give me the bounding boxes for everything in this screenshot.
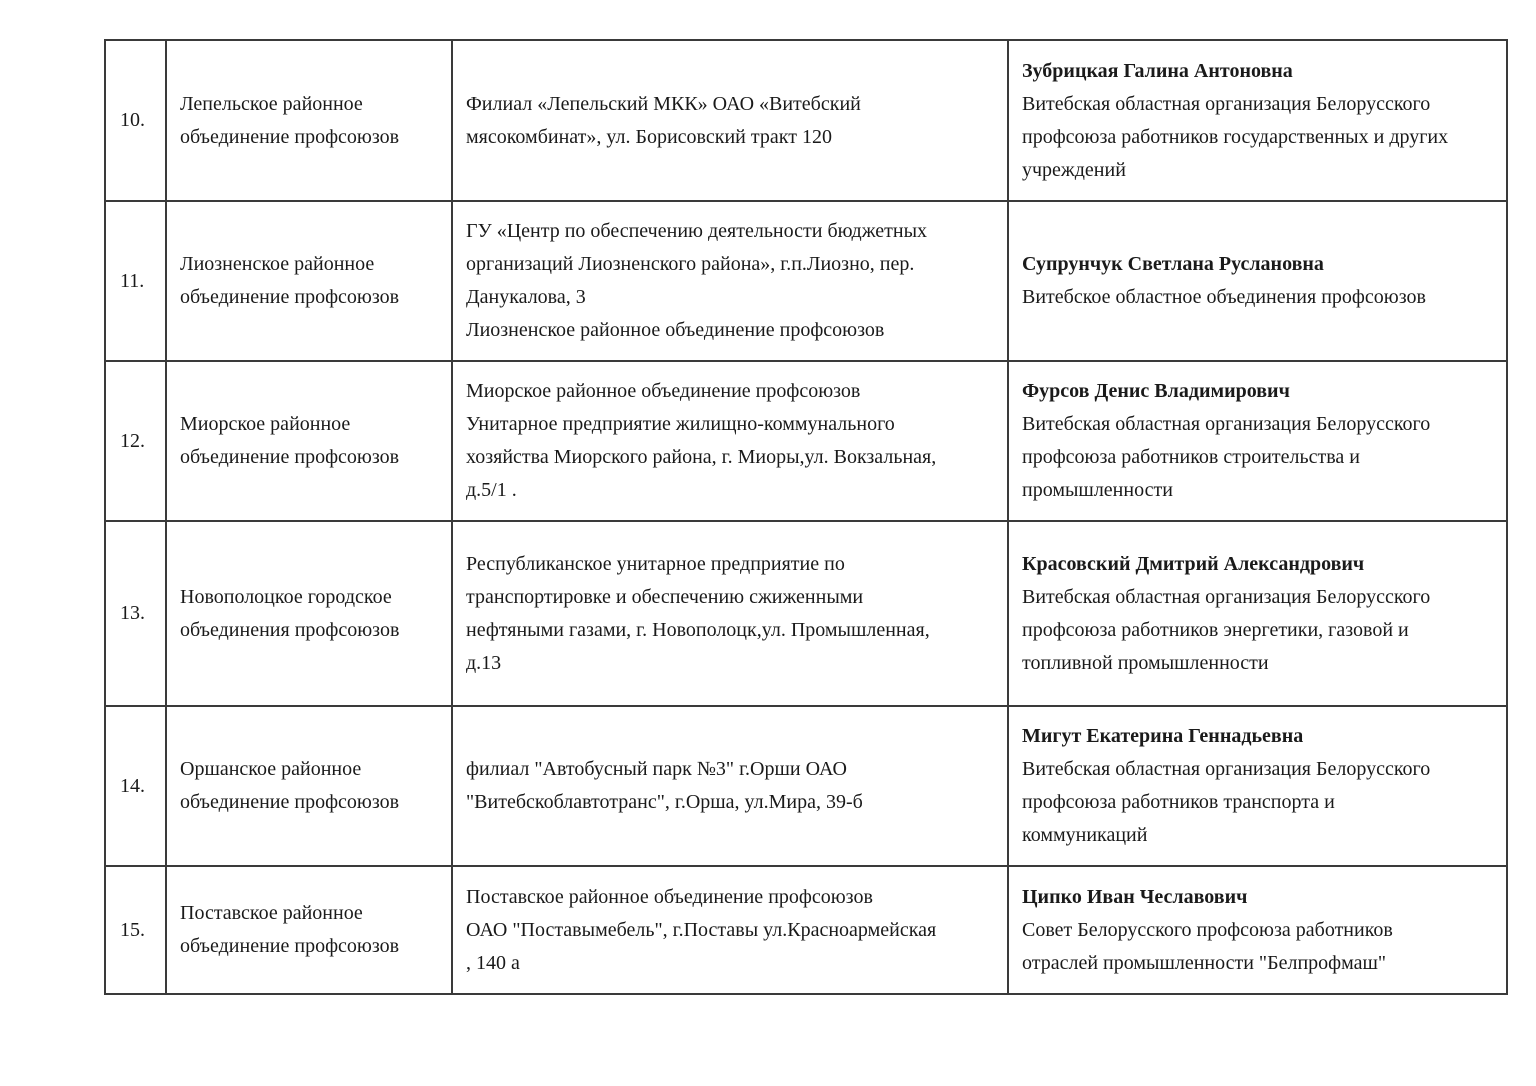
row-number-cell — [105, 361, 166, 521]
address-line: филиал "Автобусный парк №3" г.Орши ОАО — [466, 758, 847, 780]
union-name-line: объединение профсоюзов — [180, 935, 400, 957]
address-line: Филиал «Лепельский МКК» ОАО «Витебский — [466, 92, 861, 115]
responsible-organization-line: Совет Белорусского профсоюза работников — [1022, 918, 1393, 941]
address-line: д.13 — [466, 651, 502, 674]
address-line: "Витебскоблавтотранс", г.Орша, ул.Мира, 39-б — [466, 791, 863, 813]
table-row — [105, 521, 1507, 706]
address-line: д.5/1 . — [466, 479, 517, 501]
responsible-organization-line: Витебская областная организация Белорусского — [1022, 413, 1431, 435]
responsible-organization-line: Витебское областное объединения профсоюзов — [1022, 286, 1426, 308]
union-name-line: Лепельское районное — [180, 92, 363, 115]
responsible-cell — [1008, 521, 1507, 706]
responsible-person-name: Красовский Дмитрий Александрович — [1022, 552, 1365, 575]
address-line: ОАО "Поставымебель", г.Поставы ул.Красноармейская — [466, 918, 937, 941]
responsible-person-name: Мигут Екатерина Геннадьевна — [1022, 725, 1304, 747]
address-line: Миорское районное объединение профсоюзов — [466, 380, 861, 402]
table-body — [105, 40, 1507, 994]
union-name-line: Оршанское районное — [180, 758, 362, 780]
union-name-line: Поставское районное — [180, 902, 363, 924]
address-cell — [452, 40, 1008, 201]
row-number-cell — [105, 40, 166, 201]
table-row — [105, 201, 1507, 361]
union-name-line: объединение профсоюзов — [180, 286, 400, 308]
responsible-cell — [1008, 706, 1507, 866]
address-line: Лиозненское районное объединение профсоюзов — [466, 319, 885, 341]
table-row — [105, 706, 1507, 866]
union-name-cell — [166, 201, 452, 361]
responsible-person-name: Фурсов Денис Владимирович — [1022, 380, 1290, 402]
row-number: 15. — [120, 918, 145, 941]
table-row — [105, 866, 1507, 994]
union-name-cell — [166, 40, 452, 201]
responsible-organization-line: профсоюза работников энергетики, газовой и — [1022, 618, 1409, 641]
table-row — [105, 40, 1507, 201]
union-name-line: Лиозненское районное — [180, 253, 375, 275]
responsible-organization-line: Витебская областная организация Белорусского — [1022, 92, 1431, 115]
responsible-organization-line: профсоюза работников государственных и других — [1022, 125, 1449, 148]
union-table — [104, 39, 1508, 995]
responsible-cell — [1008, 40, 1507, 201]
address-line: Поставское районное объединение профсоюзов — [466, 885, 873, 908]
row-number-cell — [105, 201, 166, 361]
union-name-cell — [166, 706, 452, 866]
address-line: мясокомбинат», ул. Борисовский тракт 120 — [466, 125, 832, 148]
union-name-cell — [166, 361, 452, 521]
responsible-organization-line: топливной промышленности — [1022, 651, 1269, 674]
responsible-organization-line: профсоюза работников транспорта и — [1022, 791, 1335, 813]
address-line: Данукалова, 3 — [466, 286, 586, 308]
address-line: транспортировке и обеспечению сжиженными — [466, 585, 864, 608]
address-line: организаций Лиозненского района», г.п.Лиозно, пер. — [466, 253, 915, 275]
address-cell — [452, 706, 1008, 866]
address-line: Унитарное предприятие жилищно-коммунального — [466, 413, 895, 435]
row-number: 11. — [120, 269, 145, 292]
union-name-line: объединение профсоюзов — [180, 446, 400, 468]
responsible-cell — [1008, 201, 1507, 361]
row-number-cell — [105, 866, 166, 994]
responsible-organization-line: коммуникаций — [1022, 824, 1148, 846]
responsible-organization-line: учреждений — [1022, 158, 1126, 181]
responsible-organization-line: профсоюза работников строительства и — [1022, 446, 1360, 468]
responsible-organization-line: Витебская областная организация Белорусского — [1022, 585, 1431, 608]
address-line: хозяйства Миорского района, г. Миоры,ул. Вокзальная, — [466, 446, 937, 468]
union-name-line: объединение профсоюзов — [180, 791, 400, 813]
responsible-organization-line: отраслей промышленности "Белпрофмаш" — [1022, 951, 1387, 974]
responsible-organization-line: промышленности — [1022, 479, 1173, 501]
union-name-cell — [166, 521, 452, 706]
address-line: нефтяными газами, г. Новополоцк,ул. Промышленная, — [466, 618, 930, 641]
union-name-cell — [166, 866, 452, 994]
address-cell — [452, 866, 1008, 994]
row-number-cell — [105, 521, 166, 706]
table-row — [105, 361, 1507, 521]
union-name-line: объединение профсоюзов — [180, 125, 400, 148]
responsible-cell — [1008, 866, 1507, 994]
row-number: 10. — [120, 109, 145, 131]
address-cell — [452, 521, 1008, 706]
row-number: 12. — [120, 429, 145, 452]
address-line: , 140 а — [466, 951, 520, 974]
row-number: 13. — [120, 602, 145, 624]
row-number-cell — [105, 706, 166, 866]
address-cell — [452, 361, 1008, 521]
address-line: ГУ «Центр по обеспечению деятельности бюджетных — [466, 220, 928, 242]
responsible-cell — [1008, 361, 1507, 521]
responsible-person-name: Зубрицкая Галина Антоновна — [1022, 59, 1293, 82]
union-name-line: Новополоцкое городское — [180, 585, 392, 608]
address-cell — [452, 201, 1008, 361]
responsible-organization-line: Витебская областная организация Белорусского — [1022, 758, 1431, 780]
address-line: Республиканское унитарное предприятие по — [466, 552, 845, 575]
union-name-line: объединения профсоюзов — [180, 618, 400, 641]
row-number: 14. — [120, 774, 145, 797]
responsible-person-name: Супрунчук Светлана Руслановна — [1022, 253, 1324, 275]
responsible-person-name: Ципко Иван Чеславович — [1022, 885, 1248, 908]
union-name-line: Миорское районное — [180, 413, 351, 435]
